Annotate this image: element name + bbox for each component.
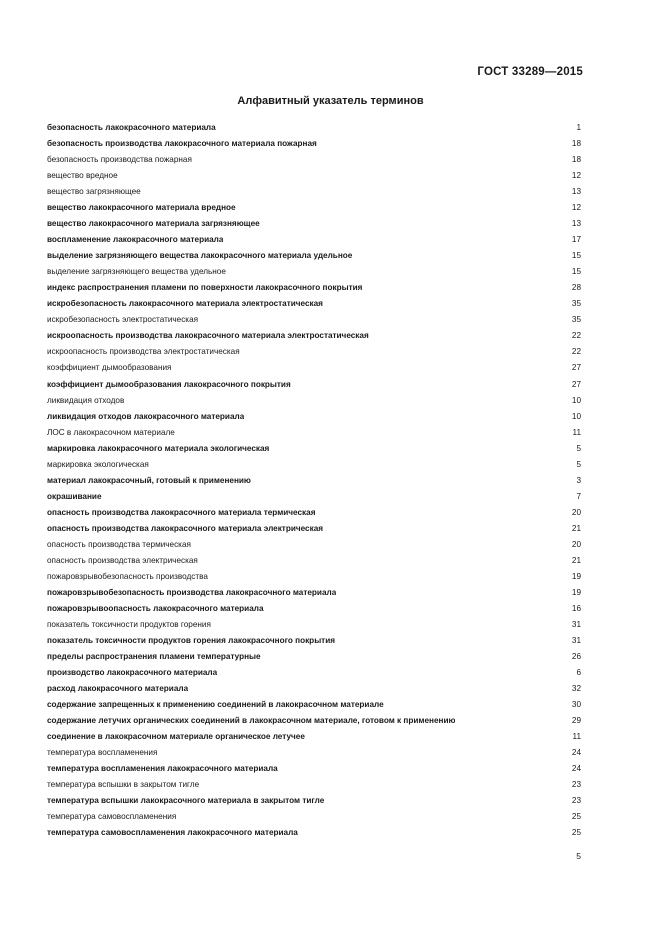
index-term: пожаровзрывоопасность лакокрасочного материала [47,603,264,613]
index-entry [47,312,581,328]
index-page-ref: 13 [571,219,581,229]
index-term: безопасность производства лакокрасочного материала пожарная [47,139,317,149]
index-entry [47,409,581,425]
index-term: расход лакокрасочного материала [47,684,189,694]
index-page-ref: 5 [576,459,581,469]
index-entry [47,264,581,280]
index-term: производство лакокрасочного материала [47,668,218,678]
index-entry [47,777,581,793]
index-entry [47,489,581,505]
index-page-ref: 24 [571,748,581,758]
index-page-ref: 22 [571,331,581,341]
index-entry [47,296,581,312]
index-term: опасность производства лакокрасочного материала электрическая [47,523,324,533]
index-term: искробезопасность электростатическая [47,315,199,325]
index-term: температура вспышки в закрытом тигле [47,780,200,790]
index-term: маркировка лакокрасочного материала экологическая [47,443,270,453]
index-entry [47,665,581,681]
index-page-ref: 26 [571,652,581,662]
index-entry [47,136,581,152]
index-term: маркировка экологическая [47,459,149,469]
index-page-ref: 32 [571,684,581,694]
index-entry [47,280,581,296]
index-entry [47,585,581,601]
index-page-ref: 10 [571,411,581,421]
index-term: опасность производства термическая [47,539,191,549]
index-entry [47,825,581,841]
index-term: показатель токсичности продуктов горения [47,619,211,629]
index-page-ref: 27 [571,363,581,373]
index-term: содержание запрещенных к применению соединений в лакокрасочном материале [47,700,384,710]
index-entry [47,360,581,376]
index-entry [47,601,581,617]
index-entry [47,441,581,457]
index-page-ref: 31 [571,636,581,645]
index-page-ref: 15 [571,251,581,261]
index-page-ref: 1 [576,123,581,132]
index-term: воспламенение лакокрасочного материала [47,235,224,245]
index-entry [47,248,581,264]
index-entry [47,120,581,136]
index-term: ЛОС в лакокрасочном материале [47,427,175,437]
index-entry [47,633,581,649]
index-entry [47,216,581,232]
index-page-ref: 11 [572,732,581,742]
index-term: коэффициент дымообразования лакокрасочного покрытия [47,379,291,389]
index-entry [47,200,581,216]
index-page-ref: 10 [571,395,581,405]
index-entry [47,745,581,761]
index-page-ref: 12 [571,203,581,213]
index-entry [47,168,581,184]
index-entry [47,425,581,441]
index-entry [47,328,581,344]
index-term: окрашивание [47,491,102,501]
index-page-ref: 25 [571,812,581,822]
index-term: ликвидация отходов лакокрасочного материала [47,411,245,421]
index-entry [47,473,581,489]
index-page-ref: 11 [572,427,581,437]
index-page-ref: 5 [576,443,581,453]
index-entry [47,537,581,553]
index-term: вещество лакокрасочного материала вредное [47,203,236,213]
index-page-ref: 20 [571,539,581,549]
index-term: ликвидация отходов [47,395,125,405]
index-page-ref: 22 [571,347,581,357]
index-entry [47,457,581,473]
index-term: искроопасность производства лакокрасочного материала электростатическая [47,331,369,341]
index-entry [47,344,581,360]
index-entry [47,377,581,393]
index-entry [47,681,581,697]
index-entry [47,184,581,200]
index-term: вещество лакокрасочного материала загрязняющее [47,219,260,229]
index-term: температура самовоспламенения лакокрасочного материала [47,828,298,838]
index-page-ref: 21 [571,555,581,565]
index-term: выделение загрязняющего вещества лакокрасочного материала удельное [47,251,353,261]
index-page-ref: 6 [576,668,581,678]
index-page-ref: 25 [571,828,581,838]
index-page-ref: 12 [571,171,581,181]
index-term: содержание летучих органических соединений в лакокрасочном материале, готовом к применению [47,716,456,726]
index-term: коэффициент дымообразования [47,363,172,373]
index-entry [47,152,581,168]
index-page-ref: 18 [571,155,581,165]
index-page-ref: 23 [571,780,581,790]
index-term: опасность производства лакокрасочного материала термическая [47,507,316,517]
index-page-ref: 24 [571,764,581,774]
index-page-ref: 27 [571,379,581,389]
index-page-ref: 13 [571,187,581,197]
index-entry [47,697,581,713]
index-term: температура самовоспламенения [47,812,177,822]
term-index-list [47,120,581,841]
index-page-ref: 19 [571,587,581,597]
index-entry [47,649,581,665]
index-term: показатель токсичности продуктов горения лакокрасочного покрытия [47,636,336,645]
index-entry [47,505,581,521]
index-term: индекс распространения пламени по поверхности лакокрасочного покрытия [47,283,363,293]
index-page-ref: 31 [571,619,581,629]
index-entry [47,232,581,248]
index-entry [47,793,581,809]
index-term: соединение в лакокрасочном материале органическое летучее [47,732,305,742]
index-term: материал лакокрасочный, готовый к применению [47,475,251,485]
index-term: выделение загрязняющего вещества удельное [47,267,226,277]
index-page-ref: 3 [576,475,581,485]
index-term: пожаровзрывобезопасность производства лакокрасочного материала [47,587,337,597]
index-page-ref: 17 [571,235,581,245]
page-number: 5 [576,851,581,861]
index-entry [47,617,581,633]
index-page-ref: 30 [571,700,581,710]
index-page-ref: 23 [571,796,581,806]
index-page-ref: 7 [576,491,581,501]
index-page-ref: 35 [571,315,581,325]
index-entry [47,569,581,585]
index-term: температура воспламенения лакокрасочного материала [47,764,278,774]
index-page-ref: 28 [571,283,581,293]
index-term: опасность производства электрическая [47,555,198,565]
index-page-ref: 29 [571,716,581,726]
index-page-ref: 35 [571,299,581,309]
index-title: Алфавитный указатель терминов [237,95,424,107]
index-entry [47,713,581,729]
index-term: искробезопасность лакокрасочного материала электростатическая [47,299,323,309]
index-term: пределы распространения пламени температурные [47,652,261,662]
index-entry [47,521,581,537]
index-entry [47,809,581,825]
index-page-ref: 16 [571,603,581,613]
index-entry [47,393,581,409]
index-term: вещество вредное [47,171,118,181]
index-page-ref: 21 [571,523,581,533]
index-page-ref: 15 [571,267,581,277]
index-entry [47,729,581,745]
index-term: температура воспламенения [47,748,158,758]
index-term: пожаровзрывобезопасность производства [47,571,208,581]
index-term: искроопасность производства электростатическая [47,347,240,357]
index-page-ref: 20 [571,507,581,517]
index-term: безопасность лакокрасочного материала [47,123,216,132]
index-term: температура вспышки лакокрасочного материала в закрытом тигле [47,796,325,806]
document-code: ГОСТ 33289—2015 [477,66,583,78]
index-entry [47,761,581,777]
index-page-ref: 19 [571,571,581,581]
index-term: вещество загрязняющее [47,187,141,197]
index-page-ref: 18 [571,139,581,149]
index-term: безопасность производства пожарная [47,155,192,165]
index-entry [47,553,581,569]
